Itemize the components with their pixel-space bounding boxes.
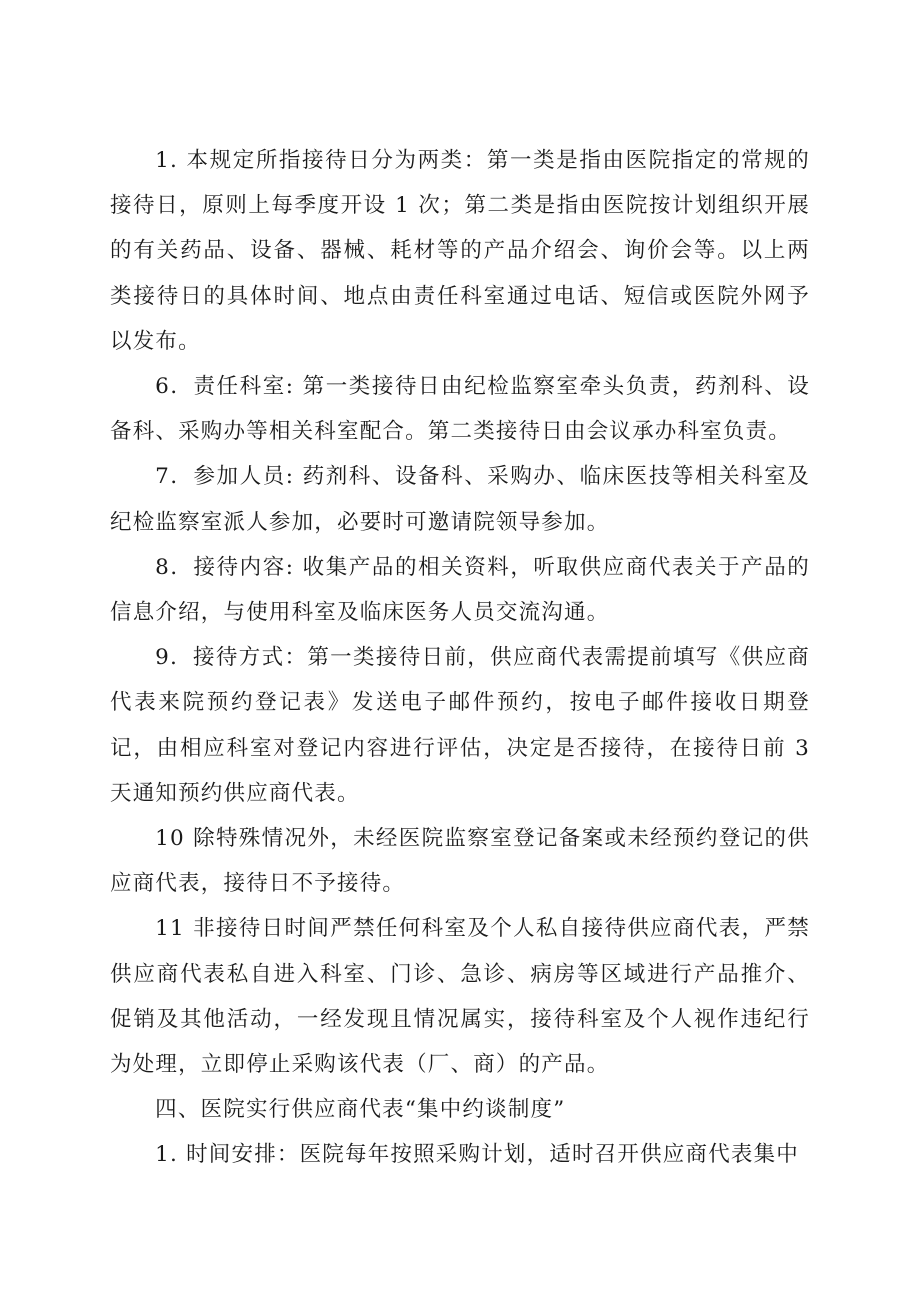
paragraph-reception-day-types: 1. 本规定所指接待日分为两类：第一类是指由医院指定的常规的接待日，原则上每季度开设 1 次；第二类是指由医院按计划组织开展的有关药品、设备、器械、耗材等的产品介绍会、询价会等。以上两类接待日的具体时间、地点由责任科室通过电话、短信或医院外网予以发布。: [110, 148, 810, 354]
paragraph-reception-method: 9．接待方式：第一类接待日前，供应商代表需提前填写《供应商代表来院预约登记表》发送电子邮件预约，按电子邮件接收日期登记，由相应科室对登记内容进行评估，决定是否接待，在接待日前 3 天通知预约供应商代表。: [110, 645, 810, 806]
section-heading-centralized-interview: 四、医院实行供应商代表“集中约谈制度”: [155, 1097, 566, 1123]
paragraph-responsible-department: 6．责任科室: 第一类接待日由纪检监察室牵头负责，药剂科、设备科、采购办等相关科室配合。第二类接待日由会议承办科室负责。: [110, 374, 810, 445]
paragraph-registration-exception: 10 除特殊情况外，未经医院监察室登记备案或未经预约登记的供应商代表，接待日不予接待。: [110, 826, 810, 897]
paragraph-time-arrangement: 1. 时间安排：医院每年按照采购计划，适时召开供应商代表集中: [155, 1142, 799, 1168]
paragraph-reception-content: 8．接待内容: 收集产品的相关资料，听取供应商代表关于产品的信息介绍，与使用科室及临床医务人员交流沟通。: [110, 554, 810, 626]
paragraph-non-reception-prohibition: 11 非接待日时间严禁任何科室及个人私自接待供应商代表，严禁供应商代表私自进入科室、门诊、急诊、病房等区域进行产品推介、促销及其他活动，一经发现且情况属实，接待科室及个人视作违纪行为处理，立即停止采购该代表（厂、商）的产品。: [110, 916, 810, 1078]
paragraph-participants: 7．参加人员: 药剂科、设备科、采购办、临床医技等相关科室及纪检监察室派人参加，必要时可邀请院领导参加。: [110, 464, 810, 535]
document-body: [110, 138, 810, 1178]
